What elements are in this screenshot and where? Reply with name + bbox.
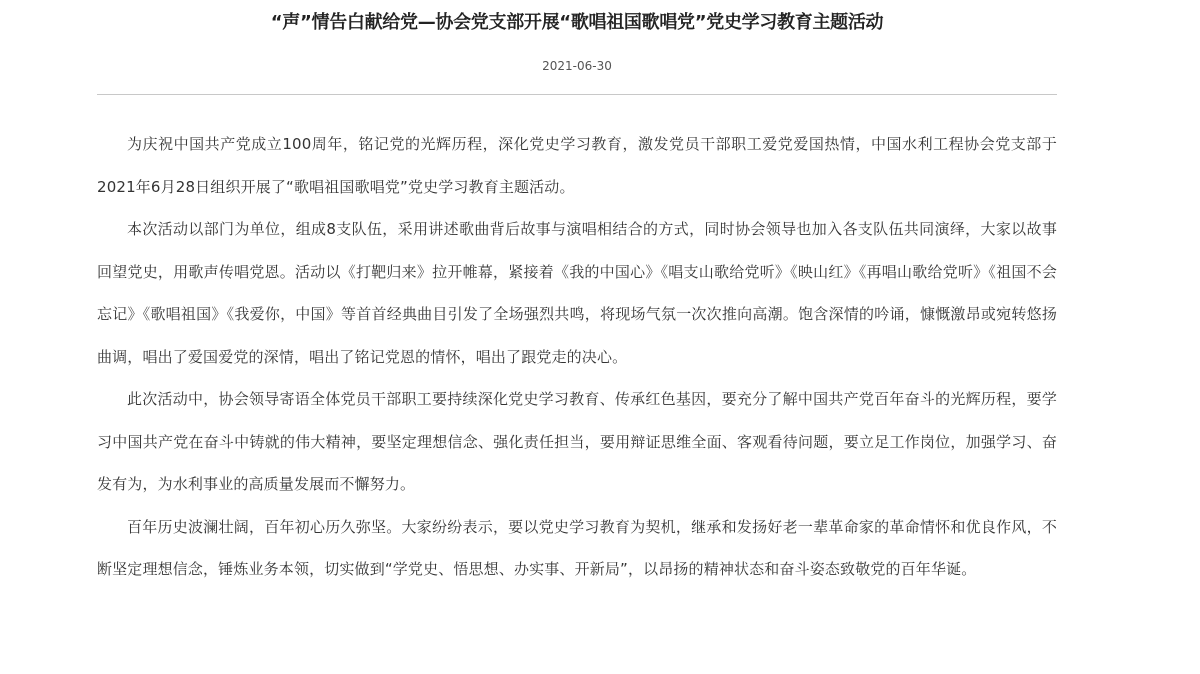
paragraph: 百年历史波澜壮阔，百年初心历久弥坚。大家纷纷表示，要以党史学习教育为契机，继承和发扬好老一辈革命家的革命情怀和优良作风，不断坚定理想信念，锤炼业务本领，切实做到“学党史、悟思想、办实事、开新局”，以昂扬的精神状态和奋斗姿态致敬党的百年华诞。 <box>97 517 1057 578</box>
paragraph: 为庆祝中国共产党成立100周年，铭记党的光辉历程，深化党史学习教育，激发党员干部职工爱党爱国热情，中国水利工程协会党支部于2021年6月28日组织开展了“歌唱祖国歌唱党”党史学习教育主题活动。 <box>97 135 1057 196</box>
divider <box>97 94 1057 95</box>
paragraph: 此次活动中，协会领导寄语全体党员干部职工要持续深化党史学习教育、传承红色基因，要充分了解中国共产党百年奋斗的光辉历程，要学习中国共产党在奋斗中铸就的伟大精神，要坚定理想信念、强化责任担当，要用辩证思维全面、客观看待问题，要立足工作岗位，加强学习、奋发有为，为水利事业的高质量发展而不懈努力。 <box>97 390 1057 493</box>
article-body <box>97 123 1057 591</box>
paragraph: 本次活动以部门为单位，组成8支队伍，采用讲述歌曲背后故事与演唱相结合的方式，同时协会领导也加入各支队伍共同演绎，大家以故事回望党史，用歌声传唱党恩。活动以《打靶归来》拉开帷幕，紧接着《我的中国心》《唱支山歌给党听》《映山红》《再唱山歌给党听》《祖国不会忘记》《歌唱祖国》《我爱你，中国》等首首经典曲目引发了全场强烈共鸣，将现场气氛一次次推向高潮。饱含深情的吟诵，慷慨激昂或宛转悠扬曲调，唱出了爱国爱党的深情，唱出了铭记党恩的情怀，唱出了跟党走的决心。 <box>97 220 1057 366</box>
article-title: “声”情告白献给党—协会党支部开展“歌唱祖国歌唱党”党史学习教育主题活动 <box>270 12 884 33</box>
publish-date: 2021-06-30 <box>542 59 612 73</box>
article <box>97 0 1057 591</box>
